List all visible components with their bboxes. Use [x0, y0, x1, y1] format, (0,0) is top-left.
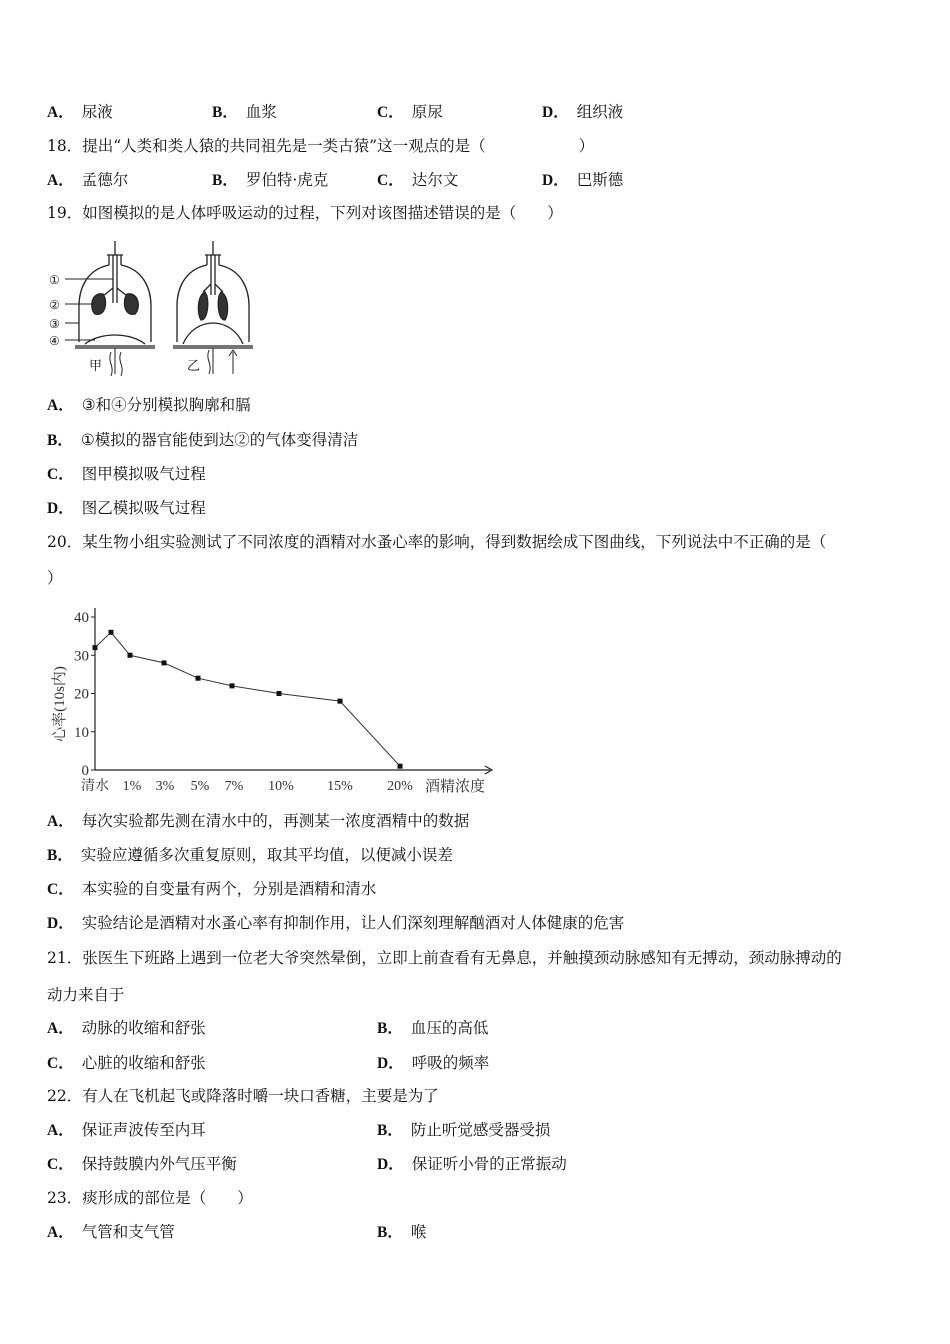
y-tick-label: 20 — [74, 686, 89, 703]
q22-option-a: A． 保证声波传至内耳 — [47, 1121, 206, 1139]
q22-stem: 22．有人在飞机起飞或降落时嚼一块口香糖，主要是为了 — [47, 1087, 439, 1105]
marker-1: ① — [49, 273, 60, 287]
x-tick-label: 7% — [224, 779, 244, 794]
data-point — [398, 764, 403, 769]
x-tick-label: 3% — [155, 779, 175, 794]
q22-option-b: B． 防止听觉感受器受损 — [377, 1121, 551, 1139]
q20-option-b: B． 实验应遵循多次重复原则，取其平均值，以便减小误差 — [47, 846, 453, 864]
q20-option-a: A． 每次实验都先测在清水中的，再测某一浓度酒精中的数据 — [47, 812, 470, 830]
diaphragm-right — [183, 323, 243, 344]
lung-left-2 — [124, 294, 138, 314]
y-axis-label: 心率(10s内) — [52, 666, 68, 742]
bell-jar-left — [75, 241, 155, 376]
label-yi: 乙 — [187, 358, 201, 373]
diaphragm-left — [85, 335, 145, 344]
x-tick-label: 清水 — [81, 779, 109, 794]
bell-jar-figure — [45, 236, 255, 382]
data-point — [162, 660, 167, 665]
q20-option-d: D． 实验结论是酒精对水蚤心率有抑制作用，让人们深刻理解酗酒对人体健康的危害 — [47, 914, 625, 932]
data-point — [196, 676, 201, 681]
q21-option-d: D． 呼吸的频率 — [377, 1054, 490, 1072]
y-tick-label: 10 — [74, 724, 89, 741]
y-tick-label: 30 — [74, 648, 89, 665]
q19-stem: 19．如图模拟的是人体呼吸运动的过程，下列对该图描述错误的是（ ） — [47, 204, 563, 222]
marker-4: ④ — [49, 334, 60, 348]
q21-option-b: B． 血压的高低 — [377, 1019, 489, 1037]
x-tick-label: 20% — [387, 779, 413, 794]
x-tick-label: 5% — [190, 779, 210, 794]
lung-right-2 — [218, 292, 227, 320]
data-point — [93, 645, 98, 650]
lung-right-1 — [198, 292, 207, 320]
x-axis-label: 酒精浓度 — [425, 779, 486, 795]
q17-option-a: A． 尿液 — [47, 103, 113, 121]
q22-option-c: C． 保持鼓膜内外气压平衡 — [47, 1155, 237, 1173]
data-point — [277, 691, 282, 696]
y-tick-label: 0 — [81, 763, 89, 779]
q20-stem-line1: 20．某生物小组实验测试了不同浓度的酒精对水蚤心率的影响，得到数据绘成下图曲线，下列说法中不正确的是（ — [47, 533, 827, 551]
y-tick-label: 40 — [74, 610, 89, 626]
x-tick-label: 10% — [268, 779, 294, 794]
q19-option-a: A． ③和④分别模拟胸廓和膈 — [47, 396, 251, 414]
q18-option-b: B． 罗伯特·虎克 — [212, 171, 329, 189]
q18-option-d: D． 巴斯德 — [542, 171, 624, 189]
heart-rate-line — [95, 632, 400, 766]
q23-option-a: A． 气管和支气管 — [47, 1223, 175, 1241]
q19-option-c: C． 图甲模拟吸气过程 — [47, 465, 206, 483]
q20-stem-line2: ） — [47, 569, 63, 587]
q18-option-c: C． 达尔文 — [377, 171, 459, 189]
q23-stem: 23．痰形成的部位是（ ） — [47, 1189, 253, 1207]
x-tick-label: 1% — [122, 779, 142, 794]
data-point — [338, 699, 343, 704]
q20-option-c: C． 本实验的自变量有两个，分别是酒精和清水 — [47, 880, 377, 898]
data-point — [230, 683, 235, 688]
q21-option-c: C． 心脏的收缩和舒张 — [47, 1054, 206, 1072]
data-point — [128, 653, 133, 658]
label-jia: 甲 — [89, 358, 103, 373]
q17-option-d: D． 组织液 — [542, 103, 624, 121]
q21-stem-line2: 动力来自于 — [47, 986, 125, 1004]
bell-jar-right — [173, 241, 253, 374]
q22-option-d: D． 保证听小骨的正常振动 — [377, 1155, 567, 1173]
q17-option-b: B． 血浆 — [212, 103, 277, 121]
q21-option-a: A． 动脉的收缩和舒张 — [47, 1019, 206, 1037]
q19-option-d: D． 图乙模拟吸气过程 — [47, 499, 206, 517]
q23-option-b: B． 喉 — [377, 1223, 427, 1241]
q19-option-b: B． ①模拟的器官能使到达②的气体变得清洁 — [47, 431, 359, 449]
marker-3: ③ — [49, 317, 60, 331]
q17-option-c: C． 原尿 — [377, 103, 443, 121]
data-point — [109, 630, 114, 635]
heart-rate-chart — [45, 600, 505, 800]
marker-2: ② — [49, 298, 60, 312]
q21-stem-line1: 21．张医生下班路上遇到一位老大爷突然晕倒，立即上前查看有无鼻息，并触摸颈动脉感知有无搏动，颈动脉搏动的 — [47, 949, 842, 967]
x-tick-label: 15% — [327, 779, 353, 794]
q18-stem: 18．提出“人类和类人猿的共同祖先是一类古猿”这一观点的是（ ） — [47, 137, 595, 155]
q18-option-a: A． 孟德尔 — [47, 171, 129, 189]
